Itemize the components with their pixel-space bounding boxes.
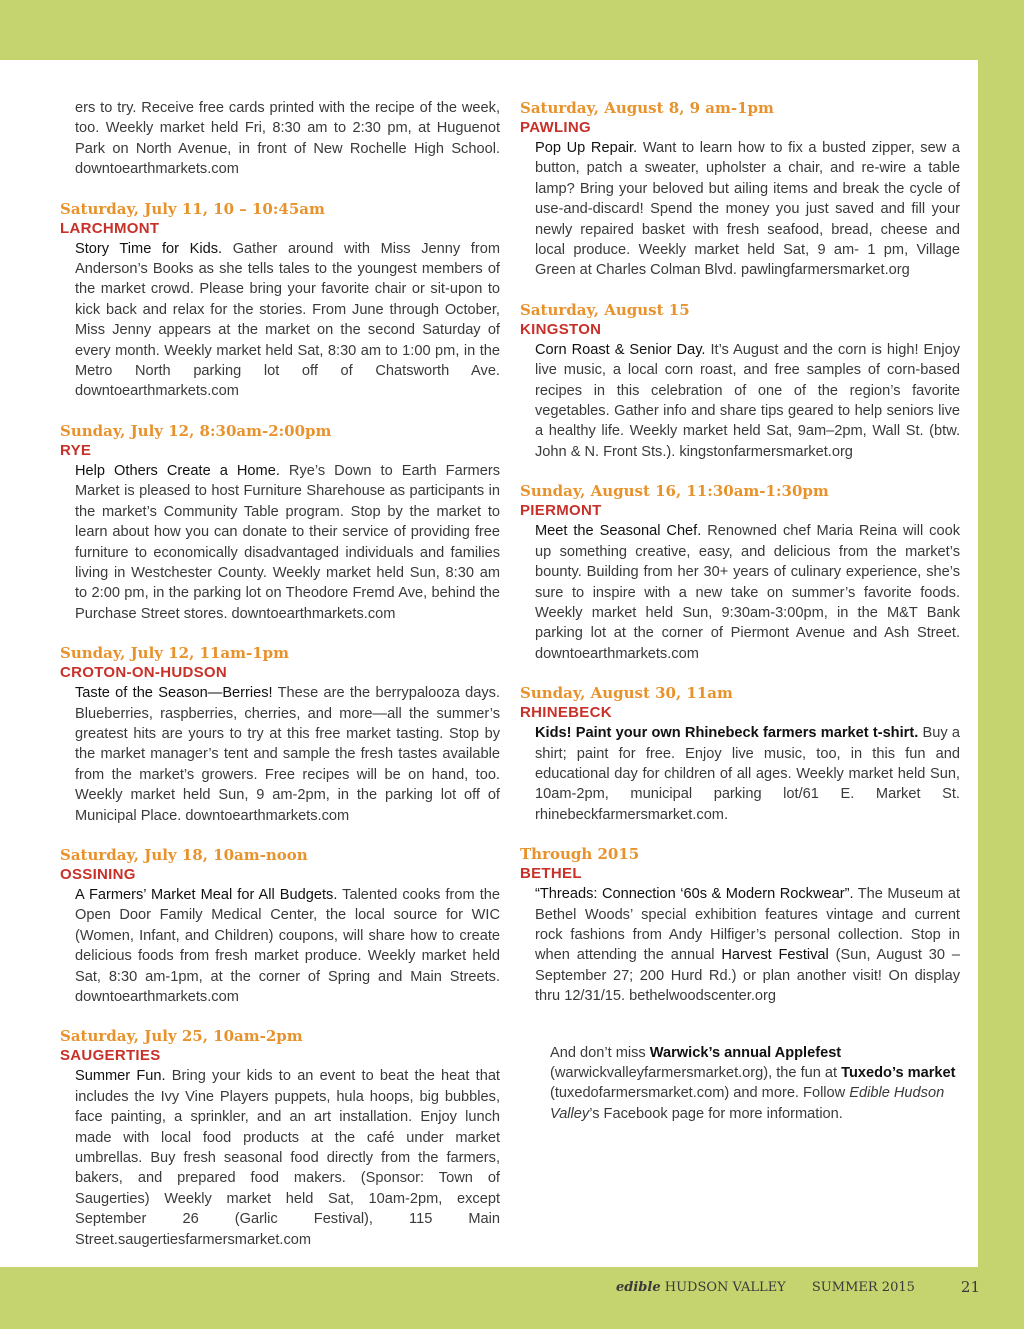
event-description: [75, 239, 500, 402]
page-number: 21: [960, 1278, 980, 1296]
harvest-festival: Harvest Festival: [721, 947, 829, 964]
event-date: Saturday, July 11, 10 – 10:45am: [60, 199, 325, 218]
event-place: KINGSTON: [520, 320, 602, 338]
event-description: [75, 461, 500, 624]
right-column: [520, 98, 960, 1124]
continued-text: ers to try. Receive free cards printed with the recipe of the week, too. Weekly market held Fri, 8:30 am to 2:30 pm, at Huguenot Park on North Avenue, in front of New Rochelle High School. downtoearthmarkets.com: [75, 100, 500, 178]
event-place: OSSINING: [60, 865, 136, 883]
event-description: [535, 884, 960, 1006]
event-date: Saturday, August 8, 9 am-1pm: [520, 99, 774, 117]
event-description: [75, 1066, 500, 1250]
note-italic: Edible Hudson Valley: [550, 1085, 945, 1122]
event-lead: Taste of the Season—Berries!: [75, 685, 273, 702]
event-croton: [60, 643, 500, 826]
event-text: Buy a shirt; paint for free. Enjoy live music, too, in this fun and educational day for children of all ages. Weekly market held Sun, 10am-2pm, municipal parking lot/61 E. Market St. rhinebeckfarmersmarket.com.: [535, 725, 960, 823]
brand-edible: edible: [616, 1280, 661, 1295]
event-description: [535, 521, 960, 664]
event-lead: Help Others Create a Home.: [75, 462, 280, 479]
event-saugerties: [60, 1026, 500, 1250]
left-column: [60, 98, 500, 1269]
event-date: Through 2015: [520, 845, 640, 864]
event-text-2: (Sun, August 30 –September 27; 200 Hurd Rd.) or plan another visit! On display thru 12/31/15. bethelwoodscenter.org: [535, 947, 960, 1005]
brand-name: HUDSON VALLEY: [660, 1280, 786, 1295]
event-text: Talented cooks from the Open Door Family Medical Center, the local source for WIC (Women, Infant, and Children) coupons, will share how to create delicious foods from fresh market produce. Weekly market held Sat, 8:30 am-1pm, at the corner of Spring and Main Streets. downtoearthmarkets.com: [75, 886, 500, 1005]
note-text: And don’t miss: [550, 1044, 650, 1061]
event-text: Bring your kids to an event to beat the heat that includes the Ivy Vine Players puppets, hula hoops, big bubbles, face painting, a sprinkler, and an art installation. Enjoy lunch made with local food products at the café under market umbrellas. Buy fresh seasonal food directly from the farmers, bakers, and prepared food makers. (Sponsor: Town of Saugerties) Weekly market held Sat, 10am-2pm, except September 26 (Garlic Festival), 115 Main Street.saugertiesfarmersmarket.com: [75, 1068, 500, 1248]
event-place: RYE: [60, 441, 92, 459]
note-text: (warwickvalleyfarmersmarket.org), the fun at: [550, 1065, 842, 1081]
event-place: SAUGERTIES: [60, 1047, 161, 1065]
event-description: [535, 340, 960, 462]
event-text: Want to learn how to fix a busted zipper, sew a button, patch a sweater, upholster a chair, and re-wire a table lamp? Bring your beloved but ailing items and break the cycle of use-and-discard! Spend the money you just saved and fill your newly repaired basket with fresh seafood, bread, cheese and local produce. Weekly market held Sat, 9 am- 1 pm, Village Green at Charles Colman Blvd. pawlingfarmersmarket.org: [535, 140, 960, 279]
event-date: Sunday, August 30, 11am: [520, 684, 733, 703]
event-place: RHINEBECK: [520, 704, 612, 722]
issue-label: SUMMER 2015: [811, 1280, 915, 1295]
event-lead: Pop Up Repair.: [535, 140, 638, 156]
event-bethel: [520, 844, 960, 1006]
note-bold: Tuxedo’s market: [841, 1065, 956, 1081]
event-place: CROTON-ON-HUDSON: [60, 664, 228, 682]
event-lead: A Farmers’ Market Meal for All Budgets.: [75, 886, 338, 903]
event-date: Sunday, July 12, 8:30am-2:00pm: [60, 421, 332, 440]
event-date: Sunday, August 16, 11:30am-1:30pm: [520, 482, 829, 501]
event-date: Saturday, August 15: [520, 300, 690, 319]
applefest-note: [550, 1043, 960, 1125]
event-text: Gather around with Miss Jenny from Anderson’s Books as she tells tales to the youngest members of the market crowd. Please bring your favorite chair or sit-upon to kick back and relax for the stories. From June through October, Miss Jenny appears at the market on the second Saturday of every month. Weekly market held Sat, 8:30 am to 1:00 pm, in the Metro North parking lot off of Chatsworth Ave. downtoearthmarkets.com: [75, 240, 500, 400]
event-lead: Story Time for Kids.: [75, 240, 223, 257]
event-description: [535, 138, 960, 281]
event-lead: Corn Roast & Senior Day.: [535, 341, 706, 358]
event-date: Saturday, July 18, 10am-noon: [60, 845, 308, 864]
note-text: ’s Facebook page for more information.: [589, 1105, 843, 1122]
event-description: [535, 723, 960, 825]
event-rhinebeck: [520, 683, 960, 825]
event-lead: Summer Fun.: [75, 1068, 166, 1085]
event-date: Saturday, July 25, 10am-2pm: [60, 1027, 303, 1046]
event-text: Rye’s Down to Earth Farmers Market is pleased to host Furniture Sharehouse as participants in the market’s Community Table program. Stop by the market to learn about how you can donate to their service of providing free furniture to economically disadvantaged individuals and families living in Westchester County. Weekly market held Sun, 8:30 am to 2:00 pm, in the parking lot on Theodore Fremd Ave, behind the Purchase Street stores. downtoearthmarkets.com: [75, 462, 500, 622]
page-footer: [616, 1280, 986, 1300]
event-larchmont: [60, 199, 500, 402]
event-pawling: [520, 98, 960, 281]
event-place: PIERMONT: [520, 502, 602, 520]
note-text: (tuxedofarmersmarket.com) and more. Follow: [550, 1085, 850, 1102]
event-piermont: [520, 481, 960, 664]
event-description: [75, 683, 500, 826]
event-text: Renowned chef Maria Reina will cook up something creative, easy, and delicious from the market’s bounty. Building from her 30+ years of culinary experience, she’s sure to inspire with a new take on summer’s favorite foods. Weekly market held Sun, 9:30am-3:00pm, in the M&T Bank parking lot at the corner of Piermont Avenue and Ash Street. downtoearthmarkets.com: [535, 523, 961, 662]
event-kingston: [520, 300, 960, 462]
event-place: LARCHMONT: [60, 219, 160, 237]
event-place: BETHEL: [520, 865, 582, 883]
event-place: PAWLING: [520, 119, 591, 136]
event-lead: Kids! Paint your own Rhinebeck farmers market t-shirt.: [535, 725, 919, 742]
magazine-page: [0, 60, 978, 1267]
note-bold: Warwick’s annual Applefest: [649, 1044, 842, 1061]
event-rye: [60, 421, 500, 624]
event-lead: Meet the Seasonal Chef.: [535, 523, 702, 540]
event-description: [75, 885, 500, 1007]
event-text: The Museum at Bethel Woods’ special exhibition features vintage and current rock fashions from Andy Hilfiger’s personal collection. Stop in when attending the annual: [535, 886, 960, 964]
event-text: These are the berrypalooza days. Blueberries, raspberries, cherries, and more—all the summer’s greatest hits are yours to try at this free market tasting. Stop by the market manager’s tent and sample the fresh tastes available from the market’s growers. Free recipes will be on hand, too. Weekly market held Sun, 9 am-2pm, in the parking lot off of Municipal Place. downtoearthmarkets.com: [75, 685, 500, 824]
event-ossining: [60, 845, 500, 1007]
event-date: Sunday, July 12, 11am-1pm: [60, 644, 290, 663]
event-text: It’s August and the corn is high! Enjoy live music, a local corn roast, and free samples of corn-based recipes in this celebration of one of the region’s favorite vegetables. Gather info and share tips geared to help seniors live a healthy life. Weekly market held Sat, 9am–2pm, Wall St. (btw. John & N. Front Sts.). kingstonfarmersmarket.org: [535, 341, 960, 460]
event-lead: “Threads: Connection ‘60s & Modern Rockwear”.: [535, 886, 854, 903]
